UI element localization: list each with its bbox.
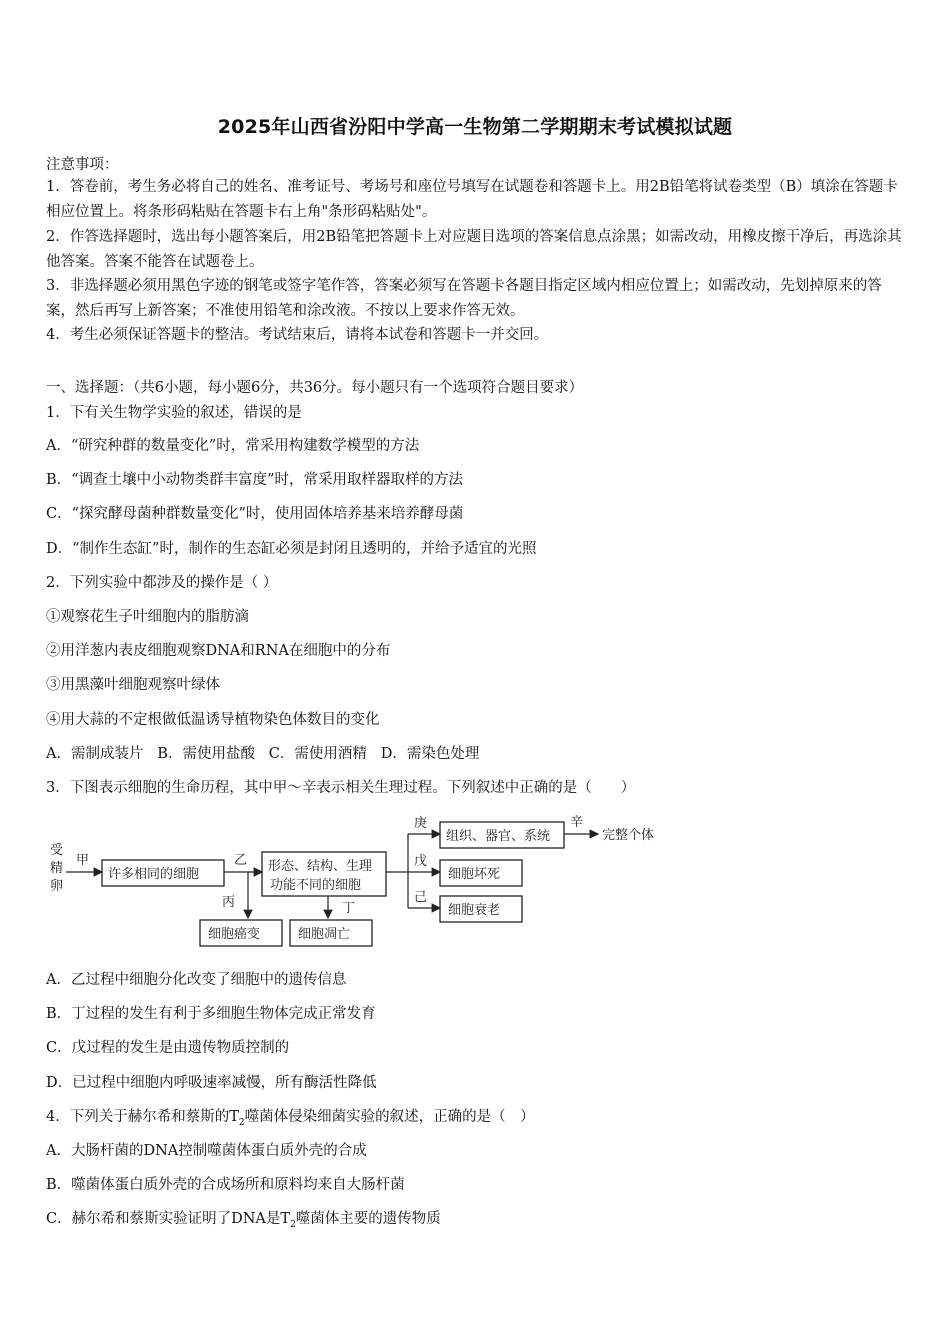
notice-heading: 注意事项： <box>46 157 119 173</box>
q4-stem-pre: 4．下列关于赫尔希和蔡斯的T <box>46 1109 239 1125</box>
label-complete-body: 完整个体 <box>602 828 655 843</box>
q4-stem <box>46 1105 535 1128</box>
q2-item-1: ①观察花生子叶细胞内的脂肪滴 <box>46 609 249 625</box>
label-bing: 丙 <box>222 895 236 910</box>
q4-stem-post: 噬菌体侵染细菌实验的叙述，正确的是（ ） <box>244 1109 535 1125</box>
box-diff-cells-label-2: 功能不同的细胞 <box>270 878 362 893</box>
box-cancer-label: 细胞癌变 <box>208 927 261 942</box>
label-ji: 己 <box>414 890 428 905</box>
label-wu: 戊 <box>414 854 428 869</box>
label-geng: 庚 <box>414 816 428 831</box>
q1-stem: 1．下有关生物学实验的叙述，错误的是 <box>46 405 302 421</box>
q2-item-4: ④用大蒜的不定根做低温诱导植物染色体数目的变化 <box>46 712 380 728</box>
q3-option-a: A．乙过程中细胞分化改变了细胞中的遗传信息 <box>46 972 347 988</box>
q1-option-d: D．“制作生态缸”时，制作的生态缸必须是封闭且透明的，并给予适宜的光照 <box>46 541 537 557</box>
q1-option-a: A．“研究种群的数量变化”时，常采用构建数学模型的方法 <box>46 438 420 454</box>
box-diff-cells-label-1: 形态、结构、生理 <box>268 859 373 874</box>
q1-option-c: C．“探究酵母菌种群数量变化”时，使用固体培养基来培养酵母菌 <box>46 506 464 522</box>
q3-option-d: D．已过程中细胞内呼吸速率减慢，所有酶活性降低 <box>46 1075 377 1091</box>
q2-item-2: ②用洋葱内表皮细胞观察DNA和RNA在细胞中的分布 <box>46 643 391 659</box>
box-necrosis-label: 细胞坏死 <box>448 867 501 882</box>
q4-option-a: A．大肠杆菌的DNA控制噬菌体蛋白质外壳的合成 <box>46 1143 367 1159</box>
q4-stem-sub: 2 <box>238 1117 245 1128</box>
q4-option-c-pre: C．赫尔希和蔡斯实验证明了DNA是T <box>46 1211 291 1227</box>
q4-option-b: B．噬菌体蛋白质外壳的合成场所和原料均来自大肠杆菌 <box>46 1177 405 1193</box>
cell-life-history-diagram <box>46 810 686 960</box>
label-start-1: 受 <box>50 843 64 858</box>
q2-options: A．需制成装片 B．需使用盐酸 C．需使用酒精 D．需染色处理 <box>46 746 480 762</box>
q4-option-c <box>46 1207 441 1230</box>
q3-option-b: B．丁过程的发生有利于多细胞生物体完成正常发育 <box>46 1006 376 1022</box>
page-title: 2025年山西省汾阳中学高一生物第二学期期末考试模拟试题 <box>217 116 733 138</box>
q4-option-c-post: 噬菌体主要的遗传物质 <box>295 1211 441 1227</box>
label-start-3: 卵 <box>50 879 64 894</box>
box-apoptosis-label: 细胞凋亡 <box>298 927 351 942</box>
box-aging-label: 细胞衰老 <box>448 903 501 918</box>
notice-item-3: 3．非选择题必须用黑色字迹的钢笔或签字笔作答，答案必须写在答题卡各题目指定区域内相应位置上；如需改动，先划掉原来的答案，然后再写上新答案；不准使用铅笔和涂改液。不按以上要求作答无效。 <box>46 278 882 319</box>
notice-item-2: 2．作答选择题时，选出每小题答案后，用2B铅笔把答题卡上对应题目选项的答案信息点涂黑；如需改动，用橡皮擦干净后，再选涂其他答案。答案不能答在试题卷上。 <box>46 229 902 270</box>
q2-item-3: ③用黑藻叶细胞观察叶绿体 <box>46 677 220 693</box>
label-xin: 辛 <box>570 815 584 830</box>
label-yi: 乙 <box>234 853 248 868</box>
notice-item-4: 4．考生必须保证答题卡的整洁。考试结束后，请将本试卷和答题卡一并交回。 <box>46 327 549 343</box>
label-start-2: 精 <box>50 861 64 876</box>
q3-option-c: C．戊过程的发生是由遗传物质控制的 <box>46 1040 290 1056</box>
label-ding: 丁 <box>342 901 356 916</box>
q1-option-b: B．“调查土壤中小动物类群丰富度”时，常采用取样器取样的方法 <box>46 472 463 488</box>
label-jia: 甲 <box>76 853 90 868</box>
q3-stem: 3．下图表示细胞的生命历程，其中甲～辛表示相关生理过程。下列叙述中正确的是（ ） <box>46 780 636 796</box>
notice-item-1: 1．答卷前，考生务必将自己的姓名、准考证号、考场号和座位号填写在试题卷和答题卡上。用2B铅笔将试卷类型（B）填涂在答题卡相应位置上。将条形码粘贴在答题卡右上角"条形码粘贴处"。 <box>46 179 898 220</box>
box-tissue-label: 组织、器官、系统 <box>446 829 551 844</box>
q2-stem: 2．下列实验中都涉及的操作是（ ） <box>46 575 278 591</box>
q4-option-c-sub: 2 <box>290 1219 296 1230</box>
section-heading: 一、选择题：（共6小题，每小题6分，共36分。每小题只有一个选项符合题目要求） <box>46 380 584 396</box>
box-same-cells-label: 许多相同的细胞 <box>108 867 200 882</box>
